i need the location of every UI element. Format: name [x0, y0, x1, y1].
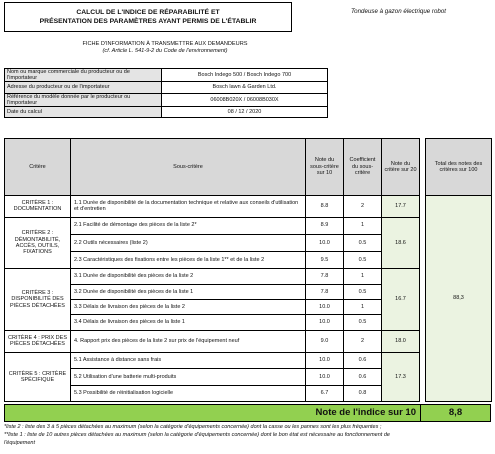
subcriterion-coefficient: 0.5 [344, 315, 382, 330]
info-row [5, 93, 328, 106]
repairability-table-wrapper [4, 138, 491, 422]
header-note-critere: Note du critère sur 20 [382, 139, 420, 196]
criterion-2-name: CRITÈRE 2 : DÉMONTABILITÉ, ACCÈS, OUTILS, FIXATIONS [5, 217, 71, 269]
info-row [5, 69, 328, 82]
table-row [5, 269, 492, 284]
subcriterion-coefficient: 0.6 [344, 369, 382, 385]
table-row [5, 217, 492, 234]
info-label: Date du calcul [5, 106, 162, 118]
info-value: 06008B020X / 06008B030X [162, 93, 328, 106]
criterion-1-name: CRITÈRE 1 : DOCUMENTATION [5, 196, 71, 217]
subcriterion-coefficient: 0.5 [344, 284, 382, 299]
table-row [5, 196, 492, 217]
info-value: Bosch lawn & Garden Ltd. [162, 82, 328, 94]
info-label: Adresse du producteur ou de l'importateur [5, 82, 162, 94]
header-coefficient: Coefficient du sous-critère [344, 139, 382, 196]
subcriterion-note: 6.7 [306, 385, 344, 401]
criterion-4-name: CRITÈRE 4 : PRIX DES PIÈCES DÉTACHÉES [5, 330, 71, 352]
subcriterion-label: 3.3 Délais de livraison des pièces de la liste 2 [71, 300, 306, 315]
final-score-label: Note de l'indice sur 10 [315, 407, 416, 418]
header-critere: Critère [5, 139, 71, 196]
subcriterion-note: 10.0 [306, 315, 344, 330]
subcriterion-coefficient: 0.8 [344, 385, 382, 401]
subcriterion-coefficient: 2 [344, 330, 382, 352]
page-title [4, 2, 292, 32]
table-header-row [5, 139, 492, 196]
info-row [5, 106, 328, 118]
subcriterion-coefficient: 2 [344, 196, 382, 217]
info-label: Nom ou marque commerciale du producteur ou de l'importateur [5, 69, 162, 82]
subcriterion-label: 5.1 Assistance à distance sans frais [71, 353, 306, 369]
subcriterion-note: 10.0 [306, 353, 344, 369]
subcriterion-coefficient: 1 [344, 217, 382, 234]
table-row [5, 353, 492, 369]
page-title-line2: PRÉSENTATION DES PARAMÈTRES AYANT PERMIS DE L'ÉTABLIR [39, 18, 257, 25]
subcriterion-note: 10.0 [306, 300, 344, 315]
subcriterion-note: 10.0 [306, 234, 344, 251]
header-total: Total des notes des critères sur 100 [426, 139, 492, 196]
fiche-legal-reference: (cf. Article L. 541-9-2 du Code de l'environnement) [102, 48, 228, 54]
subcriterion-label: 3.1 Durée de disponibilité des pièces de la liste 2 [71, 269, 306, 284]
subcriterion-coefficient: 0.5 [344, 234, 382, 251]
subcriterion-label: 5.3 Possibilité de réinitialisation logicielle [71, 385, 306, 401]
footnote-list-1: **liste 1 : liste de 10 autres pièces détachées au maximum (selon la catégorie d'équipements concernée) dont le bon état est nécessaire au fonctionnement de [4, 432, 390, 438]
total-score: 88,3 [426, 196, 492, 402]
criterion-1-score: 17.7 [382, 196, 420, 217]
subcriterion-note: 9.0 [306, 330, 344, 352]
final-score-bar [4, 404, 491, 422]
subcriterion-label: 5.2 Utilisation d'une batterie multi-produits [71, 369, 306, 385]
subcriterion-label: 3.4 Délais de livraison des pièces de la liste 1 [71, 315, 306, 330]
subcriterion-label: 4. Rapport prix des pièces de la liste 2 sur prix de l'équipement neuf [71, 330, 306, 352]
criterion-4-score: 18.0 [382, 330, 420, 352]
footnote-list-1-continued: l'équipement [4, 440, 36, 446]
final-score-value: 8,8 [420, 405, 490, 421]
subcriterion-label: 3.2 Durée de disponibilité des pièces de la liste 1 [71, 284, 306, 299]
repairability-table [4, 138, 492, 422]
subcriterion-note: 7.8 [306, 284, 344, 299]
info-value: Bosch Indego 500 / Bosch Indego 700 [162, 69, 328, 82]
product-info-table [4, 68, 328, 118]
criterion-3-score: 16.7 [382, 269, 420, 330]
criterion-2-score: 18.6 [382, 217, 420, 269]
subcriterion-label: 2.2 Outils nécessaires (liste 2) [71, 234, 306, 251]
subcriterion-label: 1.1 Durée de disponibilité de la documentation technique et relative aux conseils d'utilisation et d'entretien [71, 196, 306, 217]
subcriterion-note: 10.0 [306, 369, 344, 385]
subcriterion-coefficient: 0.5 [344, 252, 382, 269]
product-category: Tondeuse à gazon électrique robot [350, 8, 447, 15]
footnote-list-2: *liste 2 : liste des 3 à 5 pièces détachées au maximum (selon la catégorie d'équipements concernée) dont la casse ou les pannes sont les plus fréquentes ; [4, 424, 382, 430]
subcriterion-coefficient: 0.6 [344, 353, 382, 369]
criterion-5-score: 17.3 [382, 353, 420, 402]
info-row [5, 82, 328, 94]
criterion-3-name: CRITÈRE 3 : DISPONIBILITÉ DES PIÈCES DÉTACHÉES [5, 269, 71, 330]
info-label: Référence du modèle donnée par le producteur ou l'importateur [5, 93, 162, 106]
criterion-5-name: CRITÈRE 5 : CRITÈRE SPÉCIFIQUE [5, 353, 71, 402]
header-note-sous-critere: Note du sous-critère sur 10 [306, 139, 344, 196]
subcriterion-note: 9.5 [306, 252, 344, 269]
subcriterion-note: 7.8 [306, 269, 344, 284]
subcriterion-label: 2.3 Caractéristiques des fixations entre les pièces de la liste 1** et de la liste 2 [71, 252, 306, 269]
info-value: 08 / 12 / 2020 [162, 106, 328, 118]
subcriterion-coefficient: 1 [344, 269, 382, 284]
table-row [5, 330, 492, 352]
page-title-line1: CALCUL DE L'INDICE DE RÉPARABILITÉ ET [76, 8, 220, 16]
subcriterion-note: 8.8 [306, 196, 344, 217]
header-sous-critere: Sous-critère [71, 139, 306, 196]
subcriterion-note: 8.9 [306, 217, 344, 234]
fiche-heading: FICHE D'INFORMATION À TRANSMETTRE AUX DEMANDEURS [82, 41, 248, 47]
subcriterion-label: 2.1 Facilité de démontage des pièces de la liste 2* [71, 217, 306, 234]
subcriterion-coefficient: 1 [344, 300, 382, 315]
